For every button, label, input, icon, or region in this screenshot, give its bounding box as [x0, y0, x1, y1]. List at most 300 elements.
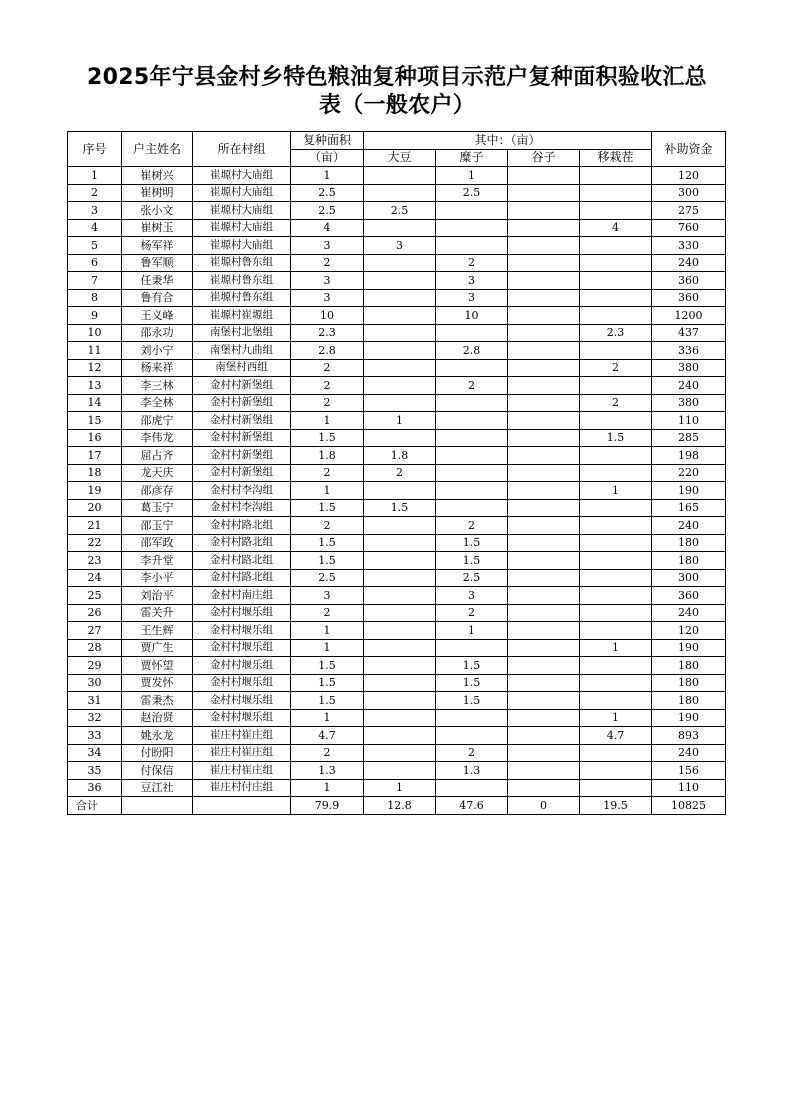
cell-seq: 22 [68, 534, 122, 552]
cell-village-group: 金村村李沟组 [193, 499, 291, 517]
cell-subsidy: 240 [652, 744, 726, 762]
cell-village-group: 金村村新堡组 [193, 394, 291, 412]
cell-area: 1 [291, 639, 364, 657]
cell-soybean [364, 289, 436, 307]
cell-grain [508, 272, 580, 290]
cell-owner-name: 屈占齐 [122, 447, 193, 465]
cell-subsidy: 240 [652, 517, 726, 535]
cell-soybean [364, 727, 436, 745]
table-row [68, 429, 726, 447]
cell-soybean [364, 219, 436, 237]
cell-transplant: 4 [580, 219, 652, 237]
table-row [68, 604, 726, 622]
cell-millet [436, 447, 508, 465]
cell-seq: 36 [68, 779, 122, 797]
cell-subsidy: 760 [652, 219, 726, 237]
table-row [68, 184, 726, 202]
cell-soybean [364, 167, 436, 185]
cell-seq: 27 [68, 622, 122, 640]
total-label: 合计 [68, 797, 122, 815]
cell-village-group: 崔塬村大庙组 [193, 184, 291, 202]
cell-subsidy: 1200 [652, 307, 726, 325]
cell-millet [436, 727, 508, 745]
cell-millet: 1.5 [436, 692, 508, 710]
cell-area: 10 [291, 307, 364, 325]
cell-grain [508, 622, 580, 640]
cell-subsidy: 120 [652, 167, 726, 185]
cell-owner-name: 贾怀望 [122, 657, 193, 675]
cell-area: 1 [291, 167, 364, 185]
cell-village-group: 南堡村九曲组 [193, 342, 291, 360]
cell-subsidy: 198 [652, 447, 726, 465]
cell-subsidy: 240 [652, 254, 726, 272]
cell-owner-name: 雷秉杰 [122, 692, 193, 710]
cell-transplant [580, 622, 652, 640]
document-title [40, 64, 754, 120]
cell-grain [508, 359, 580, 377]
cell-transplant [580, 412, 652, 430]
cell-transplant [580, 587, 652, 605]
cell-owner-name: 邵军政 [122, 534, 193, 552]
cell-transplant [580, 237, 652, 255]
table-row [68, 587, 726, 605]
cell-owner-name: 邵虎宁 [122, 412, 193, 430]
cell-subsidy: 380 [652, 359, 726, 377]
cell-transplant: 2.3 [580, 324, 652, 342]
cell-area: 1.5 [291, 657, 364, 675]
table-row [68, 622, 726, 640]
cell-subsidy: 180 [652, 692, 726, 710]
cell-owner-name: 雷关升 [122, 604, 193, 622]
cell-millet: 1 [436, 622, 508, 640]
cell-owner-name: 鲁有合 [122, 289, 193, 307]
cell-seq: 6 [68, 254, 122, 272]
cell-soybean [364, 359, 436, 377]
table-footer [68, 797, 726, 815]
header-seq: 序号 [68, 132, 122, 167]
cell-soybean [364, 394, 436, 412]
cell-millet: 2 [436, 744, 508, 762]
table-body [68, 167, 726, 797]
cell-subsidy: 180 [652, 657, 726, 675]
cell-soybean [364, 377, 436, 395]
table-row [68, 552, 726, 570]
cell-grain [508, 534, 580, 552]
cell-millet [436, 324, 508, 342]
cell-subsidy: 240 [652, 604, 726, 622]
cell-transplant [580, 569, 652, 587]
cell-transplant: 2 [580, 394, 652, 412]
cell-millet: 2 [436, 517, 508, 535]
cell-area: 2.5 [291, 569, 364, 587]
cell-owner-name: 姚永龙 [122, 727, 193, 745]
cell-millet: 2.8 [436, 342, 508, 360]
cell-area: 3 [291, 289, 364, 307]
cell-transplant [580, 657, 652, 675]
header-millet: 糜子 [436, 149, 508, 167]
table-header [68, 132, 726, 167]
cell-soybean: 1 [364, 779, 436, 797]
cell-area: 2.3 [291, 324, 364, 342]
cell-subsidy: 330 [652, 237, 726, 255]
cell-subsidy: 437 [652, 324, 726, 342]
cell-millet [436, 394, 508, 412]
cell-area: 1 [291, 412, 364, 430]
cell-village-group: 金村村路北组 [193, 569, 291, 587]
cell-soybean [364, 762, 436, 780]
cell-subsidy: 190 [652, 639, 726, 657]
header-row-1 [68, 132, 726, 150]
table-row [68, 342, 726, 360]
cell-seq: 34 [68, 744, 122, 762]
cell-soybean: 2.5 [364, 202, 436, 220]
cell-millet: 1.5 [436, 552, 508, 570]
cell-soybean [364, 534, 436, 552]
cell-grain [508, 447, 580, 465]
table-row [68, 394, 726, 412]
cell-village-group: 崔塬村大庙组 [193, 202, 291, 220]
table-row [68, 359, 726, 377]
cell-owner-name: 邵玉宁 [122, 517, 193, 535]
cell-village-group: 金村村堰乐组 [193, 622, 291, 640]
cell-soybean [364, 692, 436, 710]
cell-grain [508, 429, 580, 447]
cell-area: 3 [291, 272, 364, 290]
cell-village-group: 金村村新堡组 [193, 447, 291, 465]
cell-millet: 1 [436, 167, 508, 185]
cell-subsidy: 180 [652, 552, 726, 570]
cell-transplant [580, 674, 652, 692]
table-row [68, 517, 726, 535]
header-subsidy: 补助资金 [652, 132, 726, 167]
cell-village-group: 金村村新堡组 [193, 464, 291, 482]
cell-owner-name: 李全林 [122, 394, 193, 412]
cell-millet [436, 219, 508, 237]
cell-area: 2 [291, 377, 364, 395]
cell-village-group: 崔塬村崔塬组 [193, 307, 291, 325]
cell-subsidy: 180 [652, 674, 726, 692]
cell-soybean [364, 307, 436, 325]
cell-millet [436, 429, 508, 447]
cell-grain [508, 219, 580, 237]
cell-soybean [364, 429, 436, 447]
cell-grain [508, 709, 580, 727]
cell-area: 1.5 [291, 499, 364, 517]
cell-owner-name: 赵治贤 [122, 709, 193, 727]
cell-subsidy: 275 [652, 202, 726, 220]
cell-village-group: 崔庄村崔庄组 [193, 727, 291, 745]
cell-owner-name: 李小平 [122, 569, 193, 587]
cell-seq: 31 [68, 692, 122, 710]
cell-subsidy: 190 [652, 709, 726, 727]
cell-area: 2 [291, 394, 364, 412]
cell-seq: 23 [68, 552, 122, 570]
cell-grain [508, 412, 580, 430]
cell-soybean: 2 [364, 464, 436, 482]
cell-grain [508, 604, 580, 622]
table-row [68, 692, 726, 710]
cell-grain [508, 377, 580, 395]
cell-owner-name: 杨军祥 [122, 237, 193, 255]
cell-owner-name: 李三林 [122, 377, 193, 395]
cell-grain [508, 324, 580, 342]
cell-soybean [364, 587, 436, 605]
header-village: 所在村组 [193, 132, 291, 167]
cell-owner-name: 葛玉宁 [122, 499, 193, 517]
cell-area: 2.8 [291, 342, 364, 360]
cell-owner-name: 贾发怀 [122, 674, 193, 692]
cell-seq: 20 [68, 499, 122, 517]
cell-grain [508, 464, 580, 482]
cell-village-group: 崔塬村鲁东组 [193, 254, 291, 272]
cell-grain [508, 202, 580, 220]
cell-soybean: 1.5 [364, 499, 436, 517]
cell-owner-name: 刘小宁 [122, 342, 193, 360]
cell-subsidy: 360 [652, 289, 726, 307]
cell-grain [508, 727, 580, 745]
cell-area: 2.5 [291, 184, 364, 202]
cell-seq: 9 [68, 307, 122, 325]
cell-village-group: 崔塬村鲁东组 [193, 272, 291, 290]
cell-owner-name: 张小文 [122, 202, 193, 220]
cell-owner-name: 豆江社 [122, 779, 193, 797]
cell-seq: 12 [68, 359, 122, 377]
cell-millet: 1.5 [436, 534, 508, 552]
cell-millet: 3 [436, 289, 508, 307]
cell-soybean [364, 184, 436, 202]
cell-area: 2 [291, 464, 364, 482]
cell-area: 3 [291, 237, 364, 255]
cell-village-group: 金村村堰乐组 [193, 639, 291, 657]
cell-millet [436, 202, 508, 220]
cell-village-group: 金村村堰乐组 [193, 692, 291, 710]
cell-owner-name: 崔树明 [122, 184, 193, 202]
cell-millet: 2 [436, 377, 508, 395]
header-grain: 谷子 [508, 149, 580, 167]
cell-millet [436, 499, 508, 517]
cell-soybean [364, 324, 436, 342]
cell-grain [508, 692, 580, 710]
cell-seq: 2 [68, 184, 122, 202]
cell-owner-name: 邵彦存 [122, 482, 193, 500]
cell-village-group: 金村村堰乐组 [193, 674, 291, 692]
cell-soybean [364, 272, 436, 290]
cell-millet: 2.5 [436, 184, 508, 202]
cell-millet: 1.3 [436, 762, 508, 780]
cell-grain [508, 482, 580, 500]
cell-area: 2 [291, 254, 364, 272]
title-line-1: 2025年宁县金村乡特色粮油复种项目示范户复种面积验收汇总 [87, 65, 707, 90]
cell-seq: 3 [68, 202, 122, 220]
cell-area: 2 [291, 744, 364, 762]
cell-area: 1 [291, 779, 364, 797]
cell-village-group: 南堡村北堡组 [193, 324, 291, 342]
table-row [68, 534, 726, 552]
cell-subsidy: 180 [652, 534, 726, 552]
cell-transplant [580, 779, 652, 797]
cell-seq: 17 [68, 447, 122, 465]
cell-subsidy: 893 [652, 727, 726, 745]
table-row [68, 639, 726, 657]
table-row [68, 464, 726, 482]
cell-village-group: 崔塬村大庙组 [193, 219, 291, 237]
table-row [68, 709, 726, 727]
cell-seq: 18 [68, 464, 122, 482]
table-row [68, 447, 726, 465]
cell-area: 1 [291, 622, 364, 640]
cell-owner-name: 杨来祥 [122, 359, 193, 377]
cell-owner-name: 鲁军顺 [122, 254, 193, 272]
cell-owner-name: 李伟龙 [122, 429, 193, 447]
cell-village-group: 崔庄村崔庄组 [193, 762, 291, 780]
cell-area: 2 [291, 604, 364, 622]
cell-millet: 1.5 [436, 657, 508, 675]
title-line-2: 表（一般农户） [318, 93, 476, 118]
cell-soybean [364, 674, 436, 692]
cell-subsidy: 300 [652, 569, 726, 587]
cell-village-group: 金村村南庄组 [193, 587, 291, 605]
cell-transplant [580, 377, 652, 395]
cell-seq: 16 [68, 429, 122, 447]
table-row [68, 202, 726, 220]
cell-transplant [580, 552, 652, 570]
cell-transplant [580, 464, 652, 482]
cell-transplant [580, 744, 652, 762]
cell-grain [508, 394, 580, 412]
cell-grain [508, 342, 580, 360]
cell-millet [436, 359, 508, 377]
cell-area: 1.5 [291, 429, 364, 447]
total-empty-group [193, 797, 291, 815]
cell-village-group: 崔庄村付庄组 [193, 779, 291, 797]
cell-transplant [580, 254, 652, 272]
cell-owner-name: 邵永功 [122, 324, 193, 342]
table-row [68, 727, 726, 745]
cell-grain [508, 289, 580, 307]
table-row [68, 377, 726, 395]
cell-village-group: 南堡村西组 [193, 359, 291, 377]
cell-subsidy: 380 [652, 394, 726, 412]
cell-area: 1 [291, 709, 364, 727]
cell-subsidy: 285 [652, 429, 726, 447]
cell-subsidy: 360 [652, 587, 726, 605]
cell-area: 1.5 [291, 692, 364, 710]
cell-soybean: 1 [364, 412, 436, 430]
table-row [68, 779, 726, 797]
cell-seq: 21 [68, 517, 122, 535]
cell-soybean [364, 254, 436, 272]
cell-millet: 3 [436, 272, 508, 290]
header-transplant: 移栽茬 [580, 149, 652, 167]
cell-village-group: 金村村路北组 [193, 517, 291, 535]
table-row [68, 289, 726, 307]
cell-soybean [364, 552, 436, 570]
cell-owner-name: 付盼阳 [122, 744, 193, 762]
cell-soybean [364, 709, 436, 727]
cell-subsidy: 220 [652, 464, 726, 482]
cell-subsidy: 300 [652, 184, 726, 202]
table-row [68, 412, 726, 430]
cell-millet [436, 639, 508, 657]
cell-millet [436, 482, 508, 500]
cell-subsidy: 156 [652, 762, 726, 780]
header-area: 复种面积 [291, 132, 364, 150]
cell-grain [508, 779, 580, 797]
cell-owner-name: 任秉华 [122, 272, 193, 290]
table-row [68, 237, 726, 255]
table-row [68, 254, 726, 272]
cell-millet [436, 464, 508, 482]
table-row [68, 167, 726, 185]
cell-transplant [580, 272, 652, 290]
cell-soybean [364, 639, 436, 657]
cell-soybean [364, 482, 436, 500]
cell-village-group: 崔塬村鲁东组 [193, 289, 291, 307]
cell-village-group: 金村村路北组 [193, 552, 291, 570]
cell-transplant [580, 762, 652, 780]
cell-seq: 28 [68, 639, 122, 657]
cell-subsidy: 240 [652, 377, 726, 395]
cell-seq: 8 [68, 289, 122, 307]
cell-transplant [580, 517, 652, 535]
total-soybean: 12.8 [364, 797, 436, 815]
cell-grain [508, 674, 580, 692]
cell-transplant [580, 534, 652, 552]
cell-millet: 3 [436, 587, 508, 605]
cell-seq: 24 [68, 569, 122, 587]
cell-area: 4.7 [291, 727, 364, 745]
cell-transplant: 2 [580, 359, 652, 377]
cell-grain [508, 184, 580, 202]
table-row [68, 272, 726, 290]
cell-grain [508, 762, 580, 780]
table-row [68, 762, 726, 780]
cell-grain [508, 237, 580, 255]
cell-village-group: 崔塬村大庙组 [193, 167, 291, 185]
cell-area: 2 [291, 359, 364, 377]
cell-grain [508, 307, 580, 325]
cell-seq: 35 [68, 762, 122, 780]
cell-village-group: 金村村堰乐组 [193, 657, 291, 675]
cell-owner-name: 贾广生 [122, 639, 193, 657]
cell-grain [508, 744, 580, 762]
cell-owner-name: 王义峰 [122, 307, 193, 325]
cell-soybean [364, 342, 436, 360]
table-row [68, 569, 726, 587]
table-row [68, 482, 726, 500]
cell-transplant [580, 499, 652, 517]
cell-owner-name: 崔树玉 [122, 219, 193, 237]
cell-subsidy: 165 [652, 499, 726, 517]
cell-village-group: 金村村堰乐组 [193, 709, 291, 727]
cell-area: 1.5 [291, 674, 364, 692]
cell-owner-name: 崔树兴 [122, 167, 193, 185]
total-row [68, 797, 726, 815]
cell-transplant [580, 184, 652, 202]
total-transplant: 19.5 [580, 797, 652, 815]
cell-area: 1.3 [291, 762, 364, 780]
cell-transplant: 1 [580, 709, 652, 727]
cell-subsidy: 110 [652, 412, 726, 430]
cell-seq: 15 [68, 412, 122, 430]
cell-transplant [580, 692, 652, 710]
total-empty-name [122, 797, 193, 815]
cell-transplant [580, 604, 652, 622]
cell-area: 3 [291, 587, 364, 605]
cell-grain [508, 499, 580, 517]
total-grain: 0 [508, 797, 580, 815]
table-row [68, 499, 726, 517]
